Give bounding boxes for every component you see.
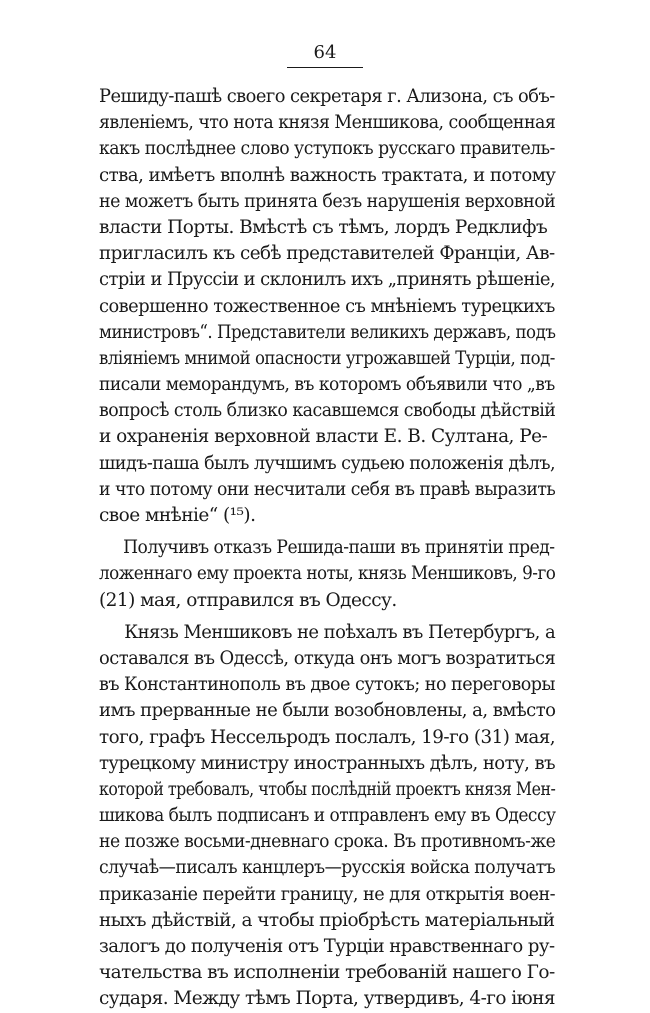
paragraph [99, 84, 555, 529]
text-line: какъ послѣднее слово уступокъ русскаго правитель- [99, 138, 555, 160]
text-line: стріи и Пруссіи и склонилъ ихъ „принять рѣшеніе, [99, 269, 556, 291]
text-line: и что потому они несчитали себя въ правѣ выразить [99, 478, 556, 500]
text-line: (21) мая, отправился въ Одессу. [99, 589, 397, 611]
text-line: оставался въ Одессѣ, откуда онъ могъ возратиться [99, 647, 556, 669]
text-line: ложеннаго ему проекта ноты, князь Меншиковъ, 9-го [99, 563, 556, 585]
text-line: которой требовалъ, чтобы послѣдній проектъ князя Мен- [99, 778, 556, 800]
text-line: свое мнѣніе“ (¹⁵). [99, 505, 256, 526]
text-line: пригласилъ къ себѣ представителей Франціи, Ав- [99, 243, 555, 265]
text-line: приказаніе перейти границу, не для открытія воен- [99, 883, 556, 905]
text-line: Получивъ отказъ Решида-паши въ принятіи пред- [123, 537, 555, 559]
text-line: министровъ“. Представители великихъ державъ, подъ [99, 321, 556, 343]
text-line: того, графъ Нессельродъ послалъ, 19-го (31) мая, [99, 726, 556, 748]
text-line: и охраненія верховной власти Е. В. Султана, Ре- [99, 426, 548, 448]
text-line: турецкому министру иностранныхъ дѣлъ, ноту, въ [99, 752, 556, 774]
page-number: 64 [313, 42, 337, 63]
text-line: вліяніемъ мнимой опасности угрожавшей Турціи, под- [99, 347, 555, 369]
text-line: залогъ до полученія отъ Турціи нравственнаго ру- [99, 936, 555, 957]
text-line: шидъ-паша былъ лучшимъ судьею положенія дѣлъ, [99, 452, 556, 474]
text-line: Решиду-пашѣ своего секретаря г. Ализона, съ объ- [99, 86, 555, 107]
text-line: сударя. Между тѣмъ Порта, утвердивъ, 4-го іюня [99, 988, 556, 1010]
text-line: чательства въ исполненіи требованій нашего Го- [99, 962, 555, 984]
text-line: Князь Меншиковъ не поѣхалъ въ Петербургъ, а [124, 621, 556, 643]
text-line: въ Константинополь въ двое сутокъ; но переговоры [99, 674, 555, 696]
text-line: ства, имѣетъ вполнѣ важность трактата, и потому [99, 164, 556, 186]
text-line: явленіемъ, что нота князя Меншикова, сообщенная [99, 112, 556, 134]
text-line: ныхъ дѣйствій, а чтобы пріобрѣсть матеріальный [99, 909, 555, 931]
text-line: власти Порты. Вмѣстѣ съ тѣмъ, лордъ Редклифъ [99, 216, 548, 238]
paragraph [99, 535, 555, 614]
text-line: случаѣ—писалъ канцлеръ—русскія войска получатъ [99, 857, 556, 879]
body-text [99, 84, 555, 1013]
text-line: имъ прерванные не были возобновлены, а, вмѣсто [99, 700, 556, 722]
text-line: шикова былъ подписанъ и отправленъ ему въ Одессу [99, 805, 556, 827]
text-line: не позже восьми-дневнаго срока. Въ противномъ-же [99, 831, 556, 853]
page-number-rule [287, 67, 363, 68]
text-line: не можетъ быть принята безъ нарушенія верховной [99, 190, 556, 212]
text-line: писали меморандумъ, въ которомъ объявили что „въ [99, 374, 555, 396]
text-line: вопросѣ столь близко касавшемся свободы дѣйствій [99, 400, 556, 422]
text-line: совершенно тожественное съ мнѣніемъ турецкихъ [99, 295, 555, 317]
